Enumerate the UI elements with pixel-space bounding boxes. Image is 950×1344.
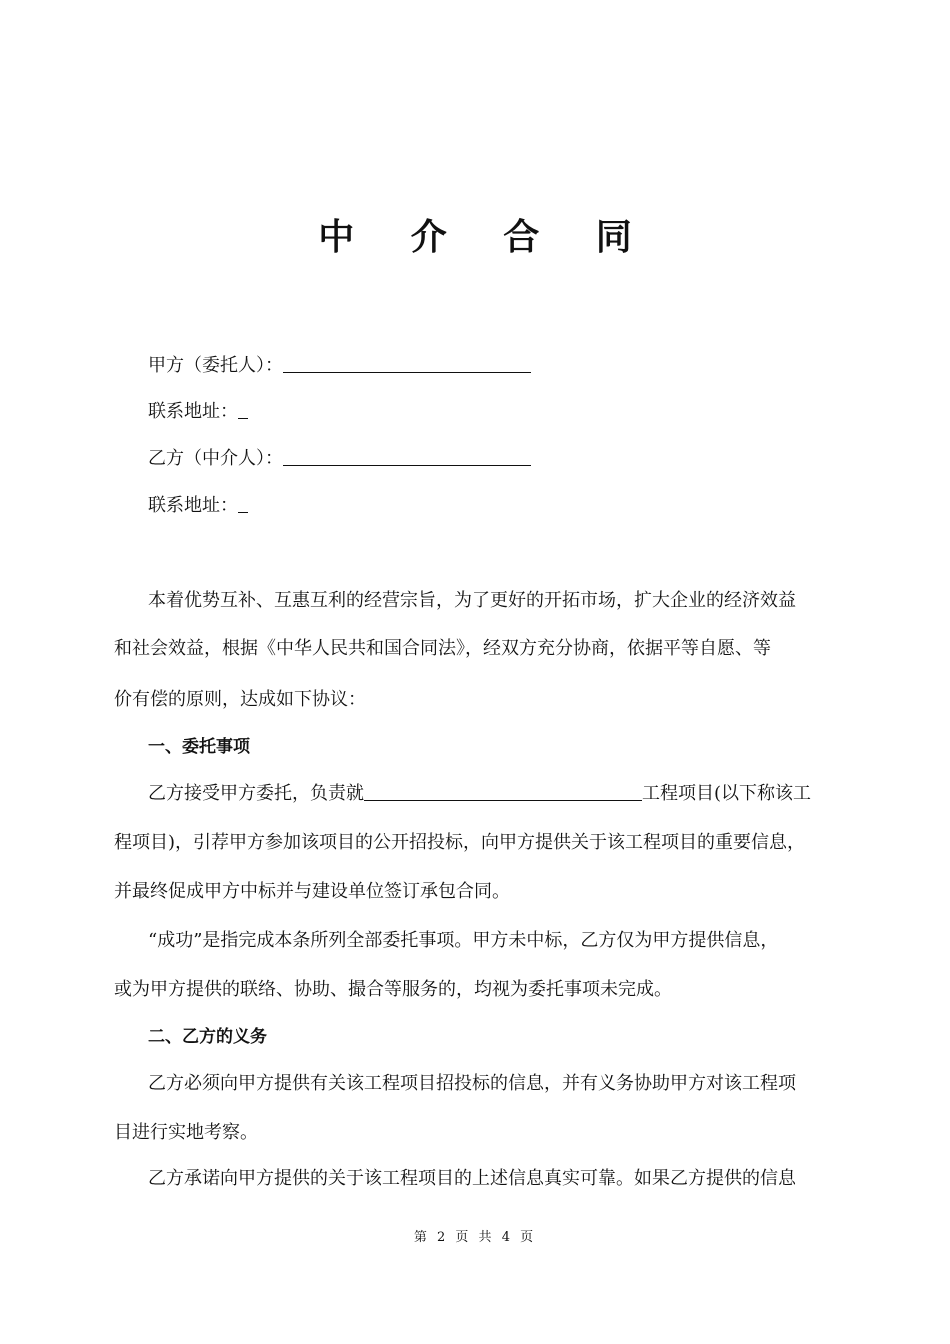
party-a-address-blank xyxy=(238,398,248,419)
party-b-line xyxy=(148,444,878,474)
section-1-p1-before: 乙方接受甲方委托，负责就 xyxy=(148,783,364,804)
party-a-address-label: 联系地址： xyxy=(148,401,238,422)
party-a-address-line xyxy=(148,397,878,427)
party-a-label: 甲方（委托人）： xyxy=(148,355,283,376)
party-b-label: 乙方（中介人）： xyxy=(148,448,283,469)
preamble-line-2: 和社会效益，根据《中华人民共和国合同法》，经双方充分协商，依据平等自愿、等 xyxy=(114,638,771,659)
section-2-p1-line-1: 乙方必须向甲方提供有关该工程项目招投标的信息，并有义务协助甲方对该工程项 xyxy=(148,1073,796,1094)
preamble-line-1: 本着优势互补、互惠互利的经营宗旨，为了更好的开拓市场，扩大企业的经济效益 xyxy=(148,590,796,611)
section-2-p2-line-1: 乙方承诺向甲方提供的关于该工程项目的上述信息真实可靠。如果乙方提供的信息 xyxy=(148,1168,796,1189)
party-a-blank xyxy=(283,352,531,373)
section-2-p1-line-2: 目进行实地考察。 xyxy=(114,1122,258,1143)
section-1-p2-line-2: 或为甲方提供的联络、协助、撮合等服务的，均视为委托事项未完成。 xyxy=(114,979,672,1000)
party-b-address-blank xyxy=(238,492,248,513)
section-1-p1-line-1 xyxy=(148,779,878,809)
section-1-heading: 一、委托事项 xyxy=(148,737,250,757)
section-1-p1-line-2: 程项目)，引荐甲方参加该项目的公开招投标，向甲方提供关于该工程项目的重要信息， xyxy=(114,832,806,853)
section-1-p1-after: 工程项目(以下称该工 xyxy=(642,783,812,804)
section-1-p2-line-1: “成功”是指完成本条所列全部委托事项。甲方未中标，乙方仅为甲方提供信息， xyxy=(148,930,779,951)
party-b-address-label: 联系地址： xyxy=(148,495,238,516)
project-name-blank xyxy=(364,780,642,801)
page-title: 中 介 合 同 xyxy=(318,217,654,258)
section-2-heading: 二、乙方的义务 xyxy=(148,1027,267,1047)
preamble-line-3: 价有偿的原则，达成如下协议： xyxy=(114,689,366,710)
party-b-address-line xyxy=(148,491,878,521)
section-1-p1-line-3: 并最终促成甲方中标并与建设单位签订承包合同。 xyxy=(114,881,510,902)
page-number: 第 2 页 共 4 页 xyxy=(413,1230,537,1245)
party-a-line xyxy=(148,351,878,381)
party-b-blank xyxy=(283,445,531,466)
